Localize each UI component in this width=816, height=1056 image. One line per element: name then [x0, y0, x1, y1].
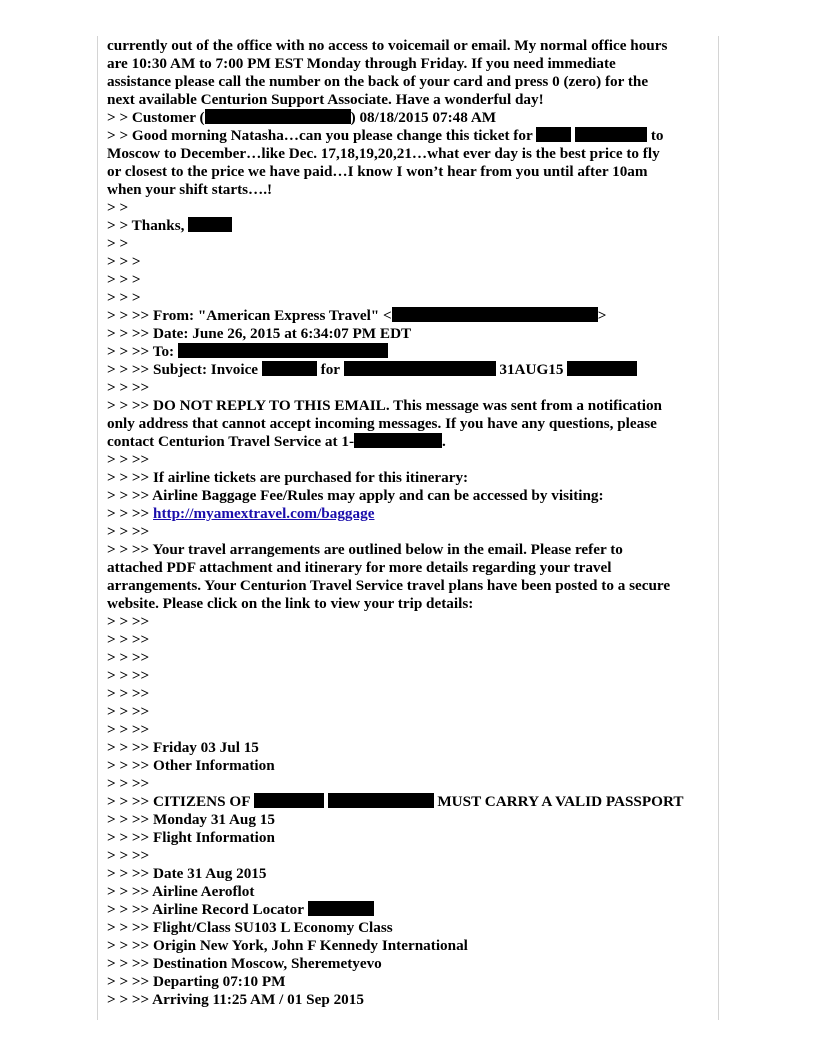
from-line — [107, 307, 713, 325]
redaction-block — [328, 793, 434, 808]
quote-marker: > > >> — [107, 667, 150, 684]
text-line: attached PDF attachment and itinerary for more details regarding your travel — [107, 559, 612, 576]
redaction-block — [254, 793, 324, 808]
date-line: > > >> Date: June 26, 2015 at 6:34:07 PM EDT — [107, 325, 412, 342]
text-line: > > >> If airline tickets are purchased for this itinerary: — [107, 469, 469, 486]
locator-label: > > >> Airline Record Locator — [107, 901, 304, 918]
redaction-block — [575, 127, 647, 142]
quote-marker: > > >> — [107, 721, 150, 738]
text-line: arrangements. Your Centurion Travel Service travel plans have been posted to a secure — [107, 577, 671, 594]
contact-line — [107, 433, 713, 451]
customer-label: > > Customer ( — [107, 109, 205, 126]
flight-origin: > > >> Origin New York, John F Kennedy International — [107, 937, 468, 954]
citizens-passport: MUST CARRY A VALID PASSPORT — [437, 793, 684, 810]
itinerary-heading: > > >> Flight Information — [107, 829, 275, 846]
thanks-line — [107, 217, 713, 235]
text-line: are 10:30 AM to 7:00 PM EST Monday through Friday. If you need immediate — [107, 55, 616, 72]
quote-marker: > > >> — [107, 613, 150, 630]
redaction-block — [178, 343, 388, 358]
left-margin-rule — [97, 36, 98, 1020]
customer-line — [107, 109, 713, 127]
text-line: website. Please click on the link to view your trip details: — [107, 595, 474, 612]
quote-marker: > > > — [107, 289, 141, 306]
redaction-block — [392, 307, 598, 322]
contact-text: contact Centurion Travel Service at 1- — [107, 433, 355, 450]
text-line: when your shift starts….! — [107, 181, 273, 198]
redaction-block — [205, 109, 351, 124]
request-to: to — [650, 127, 664, 144]
quote-marker: > > >> — [107, 379, 150, 396]
customer-timestamp: ) 08/18/2015 07:48 AM — [350, 109, 497, 126]
citizens-label: > > >> CITIZENS OF — [107, 793, 250, 810]
from-suffix: > — [597, 307, 607, 324]
email-body — [107, 37, 713, 1009]
itinerary-heading: > > >> Other Information — [107, 757, 275, 774]
text-line: > > >> Airline Baggage Fee/Rules may apply and can be accessed by visiting: — [107, 487, 604, 504]
citizens-line — [107, 793, 713, 811]
from-label: > > >> From: "American Express Travel" < — [107, 307, 392, 324]
text-line: > > >> Your travel arrangements are outlined below in the email. Please refer to — [107, 541, 623, 558]
link-prefix: > > >> — [107, 505, 150, 522]
request-line — [107, 127, 713, 145]
text-line: next available Centurion Support Associate. Have a wonderful day! — [107, 91, 544, 108]
text-line: assistance please call the number on the back of your card and press 0 (zero) for the — [107, 73, 649, 90]
flight-arriving: > > >> Arriving 11:25 AM / 01 Sep 2015 — [107, 991, 364, 1008]
quote-marker: > > >> — [107, 631, 150, 648]
flight-date: > > >> Date 31 Aug 2015 — [107, 865, 267, 882]
subject-line — [107, 361, 713, 379]
subject-label: > > >> Subject: Invoice — [107, 361, 259, 378]
itinerary-date: > > >> Friday 03 Jul 15 — [107, 739, 259, 756]
thanks-text: > > Thanks, — [107, 217, 185, 234]
flight-departing: > > >> Departing 07:10 PM — [107, 973, 286, 990]
redaction-block — [308, 901, 374, 916]
quote-marker: > > >> — [107, 523, 150, 540]
to-line — [107, 343, 713, 361]
quote-marker: > > >> — [107, 685, 150, 702]
quote-marker: > > >> — [107, 703, 150, 720]
redaction-block — [262, 361, 317, 376]
text-line: or closest to the price we have paid…I know I won’t hear from you until after 10am — [107, 163, 648, 180]
flight-destination: > > >> Destination Moscow, Sheremetyevo — [107, 955, 382, 972]
link-line — [107, 505, 713, 523]
quote-marker: > > >> — [107, 775, 150, 792]
subject-date: 31AUG15 — [499, 361, 564, 378]
quote-marker: > > >> — [107, 649, 150, 666]
itinerary-date: > > >> Monday 31 Aug 15 — [107, 811, 275, 828]
text-line: Moscow to December…like Dec. 17,18,19,20,21…what ever day is the best price to fly — [107, 145, 660, 162]
text-line: > > >> DO NOT REPLY TO THIS EMAIL. This message was sent from a notification — [107, 397, 663, 414]
locator-line — [107, 901, 713, 919]
text-line: only address that cannot accept incoming messages. If you have any questions, please — [107, 415, 657, 432]
request-text: > > Good morning Natasha…can you please change this ticket for — [107, 127, 533, 144]
redaction-block — [536, 127, 571, 142]
redaction-block — [567, 361, 637, 376]
baggage-link[interactable]: http://myamextravel.com/baggage — [153, 505, 375, 522]
quote-marker: > > > — [107, 271, 141, 288]
quote-marker: > > — [107, 235, 129, 252]
quote-marker: > > > — [107, 253, 141, 270]
redaction-block — [344, 361, 496, 376]
redaction-block — [354, 433, 442, 448]
flight-class: > > >> Flight/Class SU103 L Economy Class — [107, 919, 393, 936]
quote-marker: > > — [107, 199, 129, 216]
flight-airline: > > >> Airline Aeroflot — [107, 883, 255, 900]
redaction-block — [188, 217, 232, 232]
contact-suffix: . — [442, 433, 446, 450]
right-margin-rule — [718, 36, 719, 1020]
subject-for: for — [320, 361, 340, 378]
text-line: currently out of the office with no access to voicemail or email. My normal office hours — [107, 37, 668, 54]
to-label: > > >> To: — [107, 343, 175, 360]
quote-marker: > > >> — [107, 451, 150, 468]
quote-marker: > > >> — [107, 847, 150, 864]
